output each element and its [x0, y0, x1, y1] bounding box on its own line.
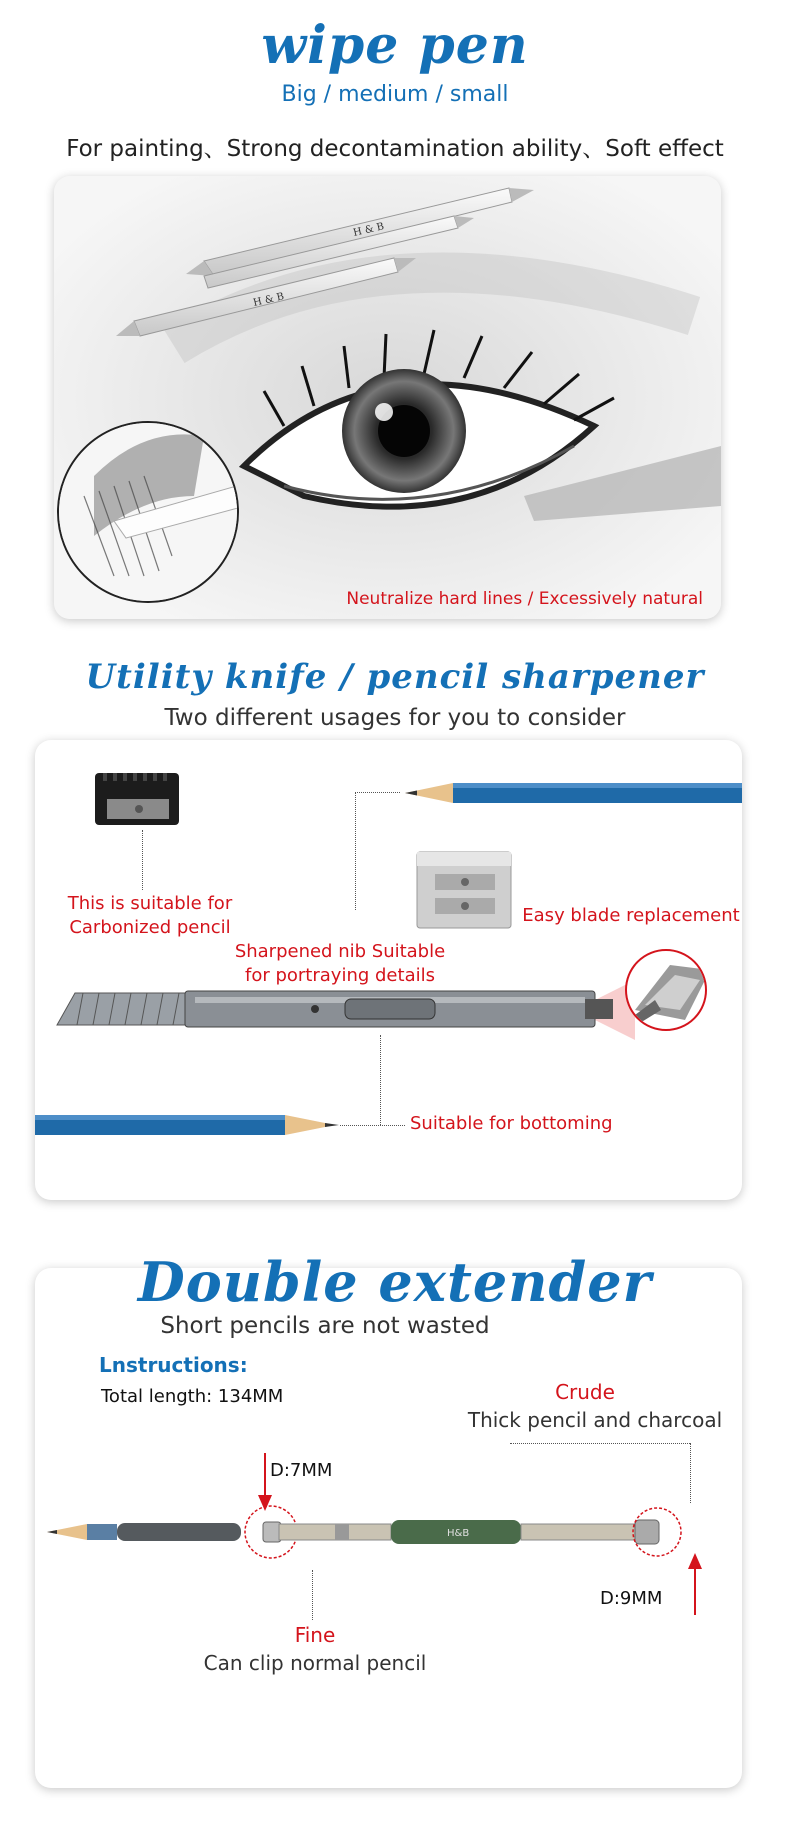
- leader-line-carbonized: [142, 830, 143, 890]
- leader-line-crude-v: [690, 1443, 691, 1503]
- wipe-pen-caption: Neutralize hard lines / Excessively natural: [346, 589, 703, 609]
- label-easy-blade-replacement: Easy blade replacement: [522, 905, 740, 926]
- stump-brand-bottom: H & B: [252, 291, 286, 309]
- utility-knife-subtitle: Two different usages for you to consider: [164, 705, 626, 731]
- wipe-pen-title: wipe pen: [261, 15, 529, 76]
- crude-description: Thick pencil and charcoal: [467, 1408, 723, 1432]
- leader-line-nib-h: [355, 792, 400, 793]
- leader-line-nib-v: [355, 792, 356, 910]
- fine-description: Can clip normal pencil: [203, 1651, 427, 1675]
- utility-knife-card: [35, 740, 742, 1200]
- sharpened-pencil-image: [405, 780, 742, 806]
- stump-brand-top: H & B: [352, 221, 386, 239]
- wipe-pen-sizes: Big / medium / small: [281, 82, 509, 107]
- wipe-pen-image-card: [54, 176, 721, 619]
- total-length: Total length: 134MM: [101, 1386, 284, 1407]
- diameter-9mm: D:9MM: [600, 1588, 663, 1609]
- double-extender-title: Double extender: [137, 1250, 653, 1314]
- crude-label: Crude: [555, 1380, 615, 1404]
- leader-line-bottoming-h: [340, 1125, 405, 1126]
- utility-knife-image: [55, 985, 615, 1035]
- double-extender-image: [235, 1498, 742, 1568]
- leader-line-fine: [312, 1570, 313, 1620]
- label-carbonized-pencil: This is suitable for Carbonized pencil: [67, 893, 233, 938]
- short-pencil-image: [47, 1520, 247, 1544]
- black-sharpener-image: [93, 769, 183, 829]
- metal-sharpener-image: [415, 850, 515, 930]
- label-sharpened-nib: Sharpened nib Suitable for portraying details: [234, 941, 446, 986]
- leader-line-bottoming-v: [380, 1035, 381, 1125]
- bottom-pencil-image: [35, 1112, 345, 1138]
- label-suitable-for-bottoming: Suitable for bottoming: [410, 1113, 613, 1134]
- double-extender-subtitle: Short pencils are not wasted: [160, 1313, 490, 1339]
- leader-line-crude-h: [510, 1443, 690, 1444]
- eye-drawing-illustration: [54, 176, 721, 619]
- extender-brand: H&B: [447, 1528, 470, 1539]
- utility-knife-title: Utility knife / pencil sharpener: [85, 657, 705, 697]
- wipe-pen-features: For painting、Strong decontamination ability、Soft effect: [66, 136, 724, 162]
- instructions-heading: Lnstructions:: [99, 1353, 248, 1377]
- arrow-up-9mm-icon: [680, 1553, 710, 1617]
- diameter-7mm: D:7MM: [270, 1460, 333, 1481]
- double-extender-card: [35, 1268, 742, 1788]
- fine-label: Fine: [294, 1623, 336, 1647]
